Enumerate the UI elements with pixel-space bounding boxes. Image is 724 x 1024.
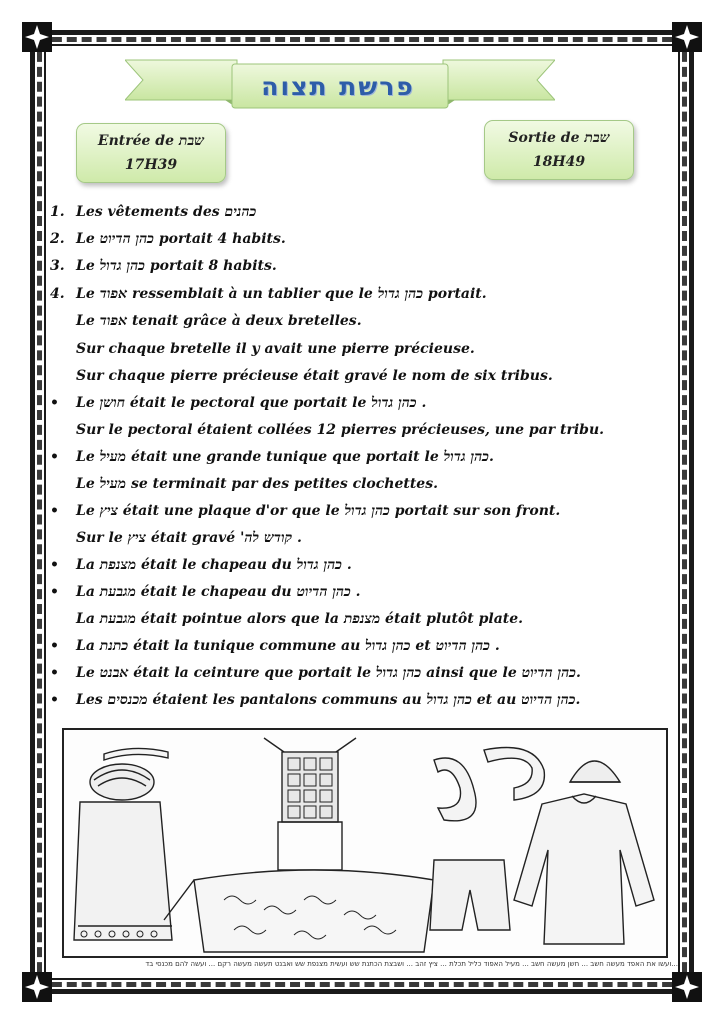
shabbat-entry-time: 17H39: [124, 157, 178, 173]
shabbat-entry-label: Entrée de שבת: [97, 133, 205, 149]
garments-drawing: [64, 730, 666, 956]
page-title: פרשת תצוה: [261, 71, 415, 101]
shabbat-exit-time: 18H49: [532, 154, 586, 170]
illustration-caption: ...ועשו את האפד מעשה חשב ... חשן מעשה חשב ... מעיל האפוד כליל תכלת ... ציץ זהב ... ושבצת הכתנת שש ועשית מצנפת שש ואבנט תעשה מעשה רקם ... ועשה להם מכנסי בד: [145, 960, 678, 968]
garments-illustration: [62, 728, 668, 958]
corner-ornament-icon: [670, 20, 704, 54]
corner-ornament-icon: [20, 20, 54, 54]
shabbat-entry-box: [76, 123, 226, 183]
shabbat-exit-box: [484, 120, 634, 180]
shabbat-exit-label: Sortie de שבת: [508, 130, 610, 146]
